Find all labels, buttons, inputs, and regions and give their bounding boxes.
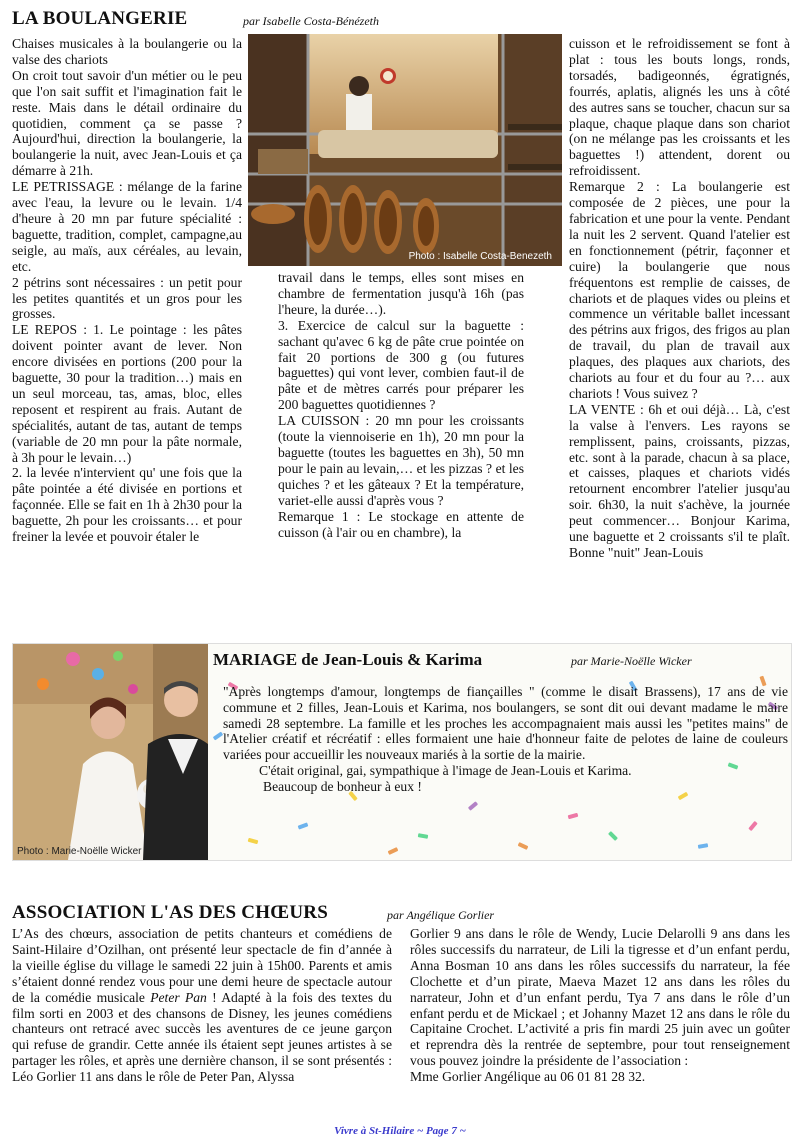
asso-byline: par Angélique Gorlier xyxy=(387,908,495,922)
paragraph: LE PETRISSAGE : mélange de la farine avec l'eau, la levure ou le levain. 1/4 d'heure à 20 mn par future spécialité : baguette, tradition, complet, campagne,au seigle, au maïs, aux céréales, au levain, etc. xyxy=(12,179,242,274)
contact-line: Mme Gorlier Angélique au 06 01 81 28 32. xyxy=(410,1069,646,1085)
asso-column-2 xyxy=(410,926,790,1085)
boulangerie-column-3 xyxy=(569,36,790,561)
paragraph: LE REPOS : 1. Le pointage : les pâtes doivent pointer avant de lever. Non encore divisées en portions (200 pour la baguette, 30 pour la tradition…) mais en un seul morceau, tas, amas, bloc, elles reposent et respirent au frais. Autant de spécialités, autant de tas, autant de temps (variable de 20 mn pour la pâte normale, à 3h pour le levain…) xyxy=(12,322,242,465)
mariage-text xyxy=(223,684,788,795)
page-footer: Vivre à St-Hilaire ~ Page 7 ~ xyxy=(334,1125,466,1137)
paragraph: Gorlier 9 ans dans le rôle de Wendy, Lucie Delarolli 9 ans dans les rôles successifs du narrateur, de Lili la tigresse et d’un enfant perdu, Anna Bosman 10 ans dans les rôles successifs du narrateur, la fée Clochette et d’un pirate, Maeva Mazet 12 ans dans les rôles du narrateur, John et d’un enfant perdu, Tya 7 ans dans le rôle d’un enfant perdu et de Mickael ; et Johanny Mazet 12 ans dans le rôle du Capitaine Crochet. L’activité a pris fin mardi 25 juin avec un goûter et reprendra dès la rentrée de septembre, pour tout renseignement vous pouvez joindre la présidente de l’association : xyxy=(410,926,790,1069)
paragraph: "Après longtemps d'amour, longtemps de fiançailles " (comme le disait Brassens), 17 ans de vie commune et 2 filles, Jean-Louis et Karima, nos boulangers, se sont dit oui devant madame le maire samedi 28 septembre. La famille et les proches les accompagnaient mais aussi les "petites mains" de l'Atelier créatif et récréatif : elles formaient une haie d'honneur faite de pelotes de laine de couleurs variées pour accueillir les nouveaux mariés à la sortie de la mairie. xyxy=(223,684,788,763)
boulangerie-title: LA BOULANGERIE xyxy=(12,8,188,29)
paragraph: LA VENTE : 6h et oui déjà… Là, c'est la valse à l'envers. Les rayons se remplissent, pains, croissants, pizzas, etc. sont à la parade, chacun à sa place, et caisses, plaques et chariots vidés retournent encombrer l'atelier jusqu'au soir. 6h30, la nuit s'achève, la journée peut commencer… Bonjour Karima, une baguette et 2 croissants s'il te plaît. Bonne "nuit" Jean-Louis xyxy=(569,401,790,560)
boulangerie-column-2 xyxy=(278,270,524,540)
paragraph: C'était original, gai, sympathique à l'image de Jean-Louis et Karima. xyxy=(259,762,632,778)
asso-column-1 xyxy=(12,926,392,1085)
paragraph: Beaucoup de bonheur à eux ! xyxy=(263,778,422,794)
boulangerie-column-1 xyxy=(12,36,242,545)
mariage-panel xyxy=(12,643,792,861)
bakery-photo-credit: Photo : Isabelle Costa-Benezeth xyxy=(408,251,552,262)
mariage-title: MARIAGE de Jean-Louis & Karima xyxy=(213,650,483,669)
mariage-byline: par Marie-Noëlle Wicker xyxy=(571,654,692,668)
paragraph: Remarque 2 : La boulangerie est composée de 2 pièces, une pour la fabrication et une pour la vente. Pendant la nuit les 2 servent. Quand l'atelier est en fonctionnement (pétrir, façonner et cuire) la boulangerie que nous fréquentons est remplie de caisses, de chariots et de plaques vides ou pleins et commence un véritable ballet incessant des pétrins aux frigos, des frigos au plan de travail, du plan de travail aux plaques, des plaques aux chariots, des chariots au four et du four au ?… aux chariots ! Vous suivez ? xyxy=(569,179,790,401)
asso-title: ASSOCIATION L'AS DES CHŒURS xyxy=(12,902,328,923)
paragraph: Remarque 1 : Le stockage en attente de cuisson (à l'air ou en chambre), la xyxy=(278,508,524,540)
paragraph: 3. Exercice de calcul sur la baguette : sachant qu'avec 6 kg de pâte crue pointée on fait 20 portions de 300 g (ou futures baguettes) qui vont lever, combien faut-il de pâte et de mètres carrés pour préparer les 200 baguettes quotidiennes ? xyxy=(278,317,524,413)
paragraph: Chaises musicales à la boulangerie ou la valse des chariots xyxy=(12,36,242,67)
paragraph: LA CUISSON : 20 mn pour les croissants (toute la viennoiserie en 1h), 20 mn pour la baguette (toutes les baguettes en 3h), 50 mn pour le pain au levain,… et les pizzas ? et les quiches ? et les gâteaux ? Et la température, variet-elle aussi d'après vous ? xyxy=(278,413,524,508)
paragraph: On croit tout savoir d'un métier ou le peu que l'on sait suffit et l'imagination fait le reste. Mais dans le détail ordinaire du quotidien, comment ça se passe ? Aujourd'hui, direction la boulangerie, la boulangerie la nuit, avec Jean-Louis et ça démarre à 21h. xyxy=(12,67,242,179)
boulangerie-byline: par Isabelle Costa-Bénézeth xyxy=(243,14,379,28)
paragraph: L’As des chœurs, association de petits chanteurs et comédiens de Saint-Hilaire d’Ozilhan, ont présenté leur spectacle de fin d’année à la vieille église du village le samedi 22 juin à 15h00. Parents et amis s’étaient donné rendez vous pour une demi heure de spectacle autour de la comédie musicale Peter Pan ! Adapté à la fois des textes du film sorti en 2003 et des chansons de Disney, les jeunes comédiens chanteurs ont retracé avec succès les aventures de ce jeune garçon qui refuse de grandir. Cette année ils étaient sept jeunes artistes à se partager les rôles, et après une dernière chanson, il se sont présentés : Léo Gorlier 11 ans dans le rôle de Peter Pan, Alyssa xyxy=(12,926,392,1085)
paragraph: travail dans le temps, elles sont mises en chambre de fermentation jusqu'à 16h (pas l'heure, la durée…). xyxy=(278,270,524,317)
paragraph: 2 pétrins sont nécessaires : un petit pour les petites quantités et un gros pour les grosses. xyxy=(12,274,242,322)
wedding-photo xyxy=(13,644,208,860)
paragraph: cuisson et le refroidissement se font à plat : tous les bouts longs, ronds, torsadés, badigeonnés, égratignés, fourrés, aplatis, alignés les uns à côté des autres sans se toucher, chacun sur sa plaque, chaque plaque dans son chariot (on ne mélange pas les croissants et les baguettes !) attendent, dorent ou refroidissent. xyxy=(569,36,790,179)
bakery-photo xyxy=(248,34,562,266)
wedding-photo-credit: Photo : Marie-Noëlle Wicker xyxy=(17,846,142,857)
show-title: Peter Pan xyxy=(150,989,207,1005)
paragraph: 2. la levée n'intervient qu' une fois que la pâte pointée a été divisée en portions et façonnée. Elle se fait en 1h à 2h30 pour la baguette, 2h pour les croissants… et pour freiner la levée et pouvoir étaler le xyxy=(12,465,242,545)
